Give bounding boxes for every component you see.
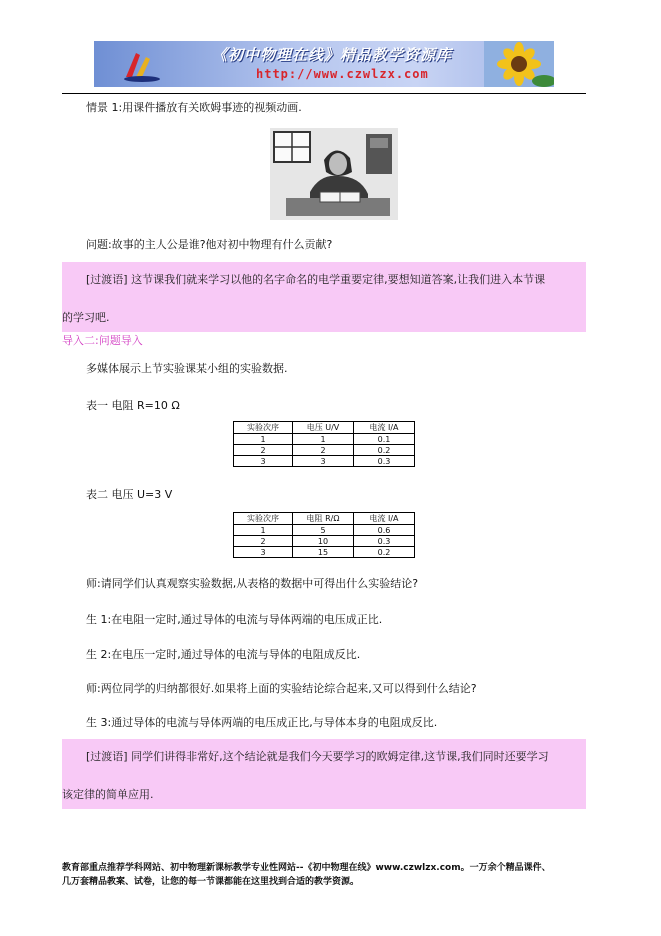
sunflower-icon xyxy=(484,41,554,87)
teacher-question-1: 师:请同学们认真观察实验数据,从表格的数据中可得出什么实验结论? xyxy=(86,577,419,590)
table-cell: 0.1 xyxy=(354,434,415,445)
table-header-row xyxy=(234,422,415,434)
transition-2-line-2: 该定律的简单应用. xyxy=(62,788,154,801)
table-cell: 3 xyxy=(234,456,293,467)
question-text: 问题:故事的主人公是谁?他对初中物理有什么贡献? xyxy=(86,238,333,251)
teacher-question-2: 师:两位同学的归纳都很好.如果将上面的实验结论综合起来,又可以得到什么结论? xyxy=(86,682,477,695)
table-row xyxy=(234,525,415,536)
table-cell: 0.2 xyxy=(354,445,415,456)
student-answer-2: 生 2:在电压一定时,通过导体的电流与导体的电阻成反比. xyxy=(86,648,361,661)
data-table-2 xyxy=(233,512,415,558)
section-heading-intro2: 导入二:问题导入 xyxy=(62,334,143,347)
footer-line-1: 教育部重点推荐学科网站、初中物理新课标教学专业性网站--《初中物理在线》www.czwlzx.com。一万余个精品课件、 xyxy=(62,863,551,873)
table-row xyxy=(234,456,415,467)
transition-1-line-1: [过渡语] 这节课我们就来学习以他的名字命名的电学重要定律,要想知道答案,让我们进入本节课 xyxy=(86,273,546,286)
table-header-row xyxy=(234,513,415,525)
table-cell: 3 xyxy=(234,547,293,558)
table-header-cell: 电流 I/A xyxy=(354,422,415,434)
table-cell: 0.6 xyxy=(354,525,415,536)
situation-text: 情景 1:用课件播放有关欧姆事迹的视频动画. xyxy=(86,101,302,114)
student-answer-1: 生 1:在电阻一定时,通过导体的电流与导体两端的电压成正比. xyxy=(86,613,383,626)
table1-caption: 表一 电阻 R=10 Ω xyxy=(86,399,180,412)
footer-line-2: 几万套精品教案、试卷，让您的每一节课都能在这里找到合适的教学资源。 xyxy=(62,877,360,887)
table-row xyxy=(234,547,415,558)
table-cell: 3 xyxy=(293,456,354,467)
table-header-cell: 实验次序 xyxy=(234,513,293,525)
transition-1-line-2: 的学习吧. xyxy=(62,311,110,324)
table-cell: 1 xyxy=(234,434,293,445)
table-cell: 15 xyxy=(293,547,354,558)
table-row xyxy=(234,445,415,456)
multimedia-text: 多媒体展示上节实验课某小组的实验数据. xyxy=(86,362,288,375)
header-divider xyxy=(62,93,586,94)
table-cell: 0.2 xyxy=(354,547,415,558)
table-cell: 2 xyxy=(234,445,293,456)
table-cell: 0.3 xyxy=(354,536,415,547)
site-logo-icon xyxy=(122,47,162,83)
table-row xyxy=(234,434,415,445)
table-cell: 10 xyxy=(293,536,354,547)
table2-caption: 表二 电压 U=3 V xyxy=(86,488,173,501)
transition-2-line-1: [过渡语] 同学们讲得非常好,这个结论就是我们今天要学习的欧姆定律,这节课,我们同时还要学习 xyxy=(86,750,549,763)
table-cell: 5 xyxy=(293,525,354,536)
student-answer-3: 生 3:通过导体的电流与导体两端的电压成正比,与导体本身的电阻成反比. xyxy=(86,716,438,729)
table-cell: 1 xyxy=(234,525,293,536)
table-header-cell: 电流 I/A xyxy=(354,513,415,525)
table-cell: 2 xyxy=(293,445,354,456)
banner-title: 《初中物理在线》精品教学资源库 xyxy=(212,46,453,64)
table-header-cell: 电压 U/V xyxy=(293,422,354,434)
table-cell: 1 xyxy=(293,434,354,445)
table-header-cell: 实验次序 xyxy=(234,422,293,434)
table-cell: 0.3 xyxy=(354,456,415,467)
data-table-1 xyxy=(233,421,415,467)
header-banner xyxy=(94,41,554,87)
table-cell: 2 xyxy=(234,536,293,547)
ohm-photo xyxy=(270,128,398,220)
table-header-cell: 电阻 R/Ω xyxy=(293,513,354,525)
table-row xyxy=(234,536,415,547)
banner-url[interactable]: http://www.czwlzx.com xyxy=(256,67,429,81)
